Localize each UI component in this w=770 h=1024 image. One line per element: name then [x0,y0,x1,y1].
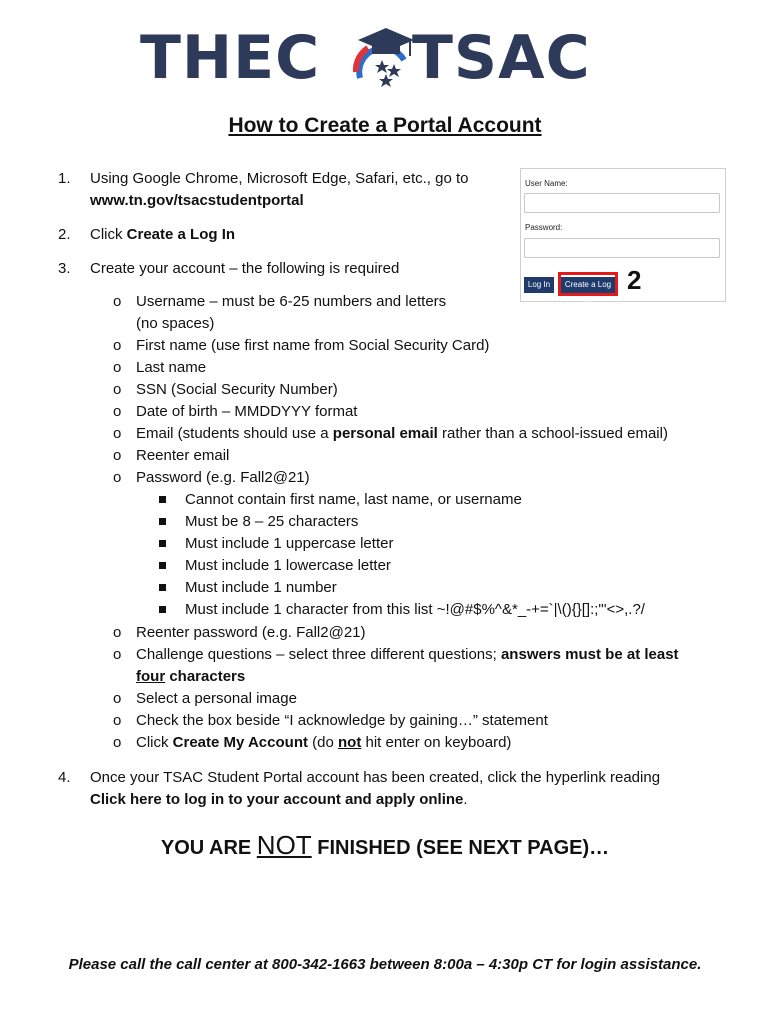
graduation-cap-star-emblem-icon [346,26,418,90]
list-item-create-account: Click Create My Account (do not hit enter on keyboard) [136,734,512,751]
login-apply-link[interactable]: Click here to log in to your account and apply online [90,791,464,808]
password-label: Password: [525,223,563,232]
list-bullet: o [113,646,122,663]
list-item-challenge-cont: four characters [136,668,246,685]
list-bullet: o [113,734,122,751]
step-3-number: 3. [58,260,71,277]
step-1-number: 1. [58,170,71,187]
list-item-reenter-password: Reenter password (e.g. Fall2@21) [136,624,366,641]
list-item-checkbox: Check the box beside “I acknowledge by gaining…” statement [136,712,548,729]
login-button[interactable]: Log In [524,277,554,293]
footer-assistance: Please call the call center at 800-342-1663 between 8:00a – 4:30p CT for login assistance. [68,956,702,973]
step-4-text-cont: Click here to log in to your account and apply online. [90,791,468,808]
list-item-password: Password (e.g. Fall2@21) [136,469,310,486]
list-item-challenge: Challenge questions – select three different questions; answers must be at least [136,646,679,663]
list-item-email: Email (students should use a personal email rather than a school-issued email) [136,425,668,442]
list-item-image: Select a personal image [136,690,297,707]
callout-number: 2 [627,265,642,295]
highlight-box [558,272,618,296]
list-bullet: o [113,447,122,464]
step-3-text: Create your account – the following is required [90,260,400,277]
password-rule: Must be 8 – 25 characters [185,513,359,530]
list-bullet: o [113,381,122,398]
list-bullet: o [113,359,122,376]
list-bullet: o [113,293,122,310]
username-field[interactable] [524,193,720,213]
login-screenshot [520,168,726,305]
step-1-text: Using Google Chrome, Microsoft Edge, Safari, etc., go to [90,170,469,187]
list-bullet: o [113,403,122,420]
list-bullet: o [113,690,122,707]
password-rule: Must include 1 lowercase letter [185,557,391,574]
list-item-ssn: SSN (Social Security Number) [136,381,338,398]
list-bullet: o [113,712,122,729]
square-bullet-icon [159,540,166,547]
square-bullet-icon [159,562,166,569]
step-4-number: 4. [58,769,71,786]
password-rule: Must include 1 character from this list ~!@#$%^&*_-+=`|\(){}[]:;"'<>,.?/ [185,601,645,618]
create-login-button[interactable]: Create a Log In [561,277,615,293]
list-item-username-cont: (no spaces) [136,315,215,332]
portal-url-link[interactable]: www.tn.gov/tsacstudentportal [90,192,304,209]
square-bullet-icon [159,518,166,525]
list-item-first-name: First name (use first name from Social Security Card) [136,337,490,354]
logo-thec-text: THEC [140,23,321,93]
list-item-last-name: Last name [136,359,207,376]
password-field[interactable] [524,238,720,258]
password-rule: Must include 1 uppercase letter [185,535,394,552]
list-item-username: Username – must be 6-25 numbers and letters [136,293,447,310]
step-2-text: Click Create a Log In [90,226,236,243]
username-label: User Name: [525,179,568,188]
thec-tsac-logo [140,23,630,93]
step-2-number: 2. [58,226,71,243]
logo-tsac-text: TSAC [412,23,591,93]
list-bullet: o [113,337,122,354]
password-rule: Must include 1 number [185,579,337,596]
square-bullet-icon [159,606,166,613]
page-title: How to Create a Portal Account [228,114,542,137]
list-bullet: o [113,469,122,486]
square-bullet-icon [159,584,166,591]
list-bullet: o [113,624,122,641]
list-item-reenter-email: Reenter email [136,447,230,464]
step-4-text: Once your TSAC Student Portal account has been created, click the hyperlink reading [90,769,661,786]
not-finished-notice: YOU ARE NOT FINISHED (SEE NEXT PAGE)… [160,830,610,860]
password-rule: Cannot contain first name, last name, or username [185,491,522,508]
list-item-dob: Date of birth – MMDDYYY format [136,403,358,420]
square-bullet-icon [159,496,166,503]
list-bullet: o [113,425,122,442]
